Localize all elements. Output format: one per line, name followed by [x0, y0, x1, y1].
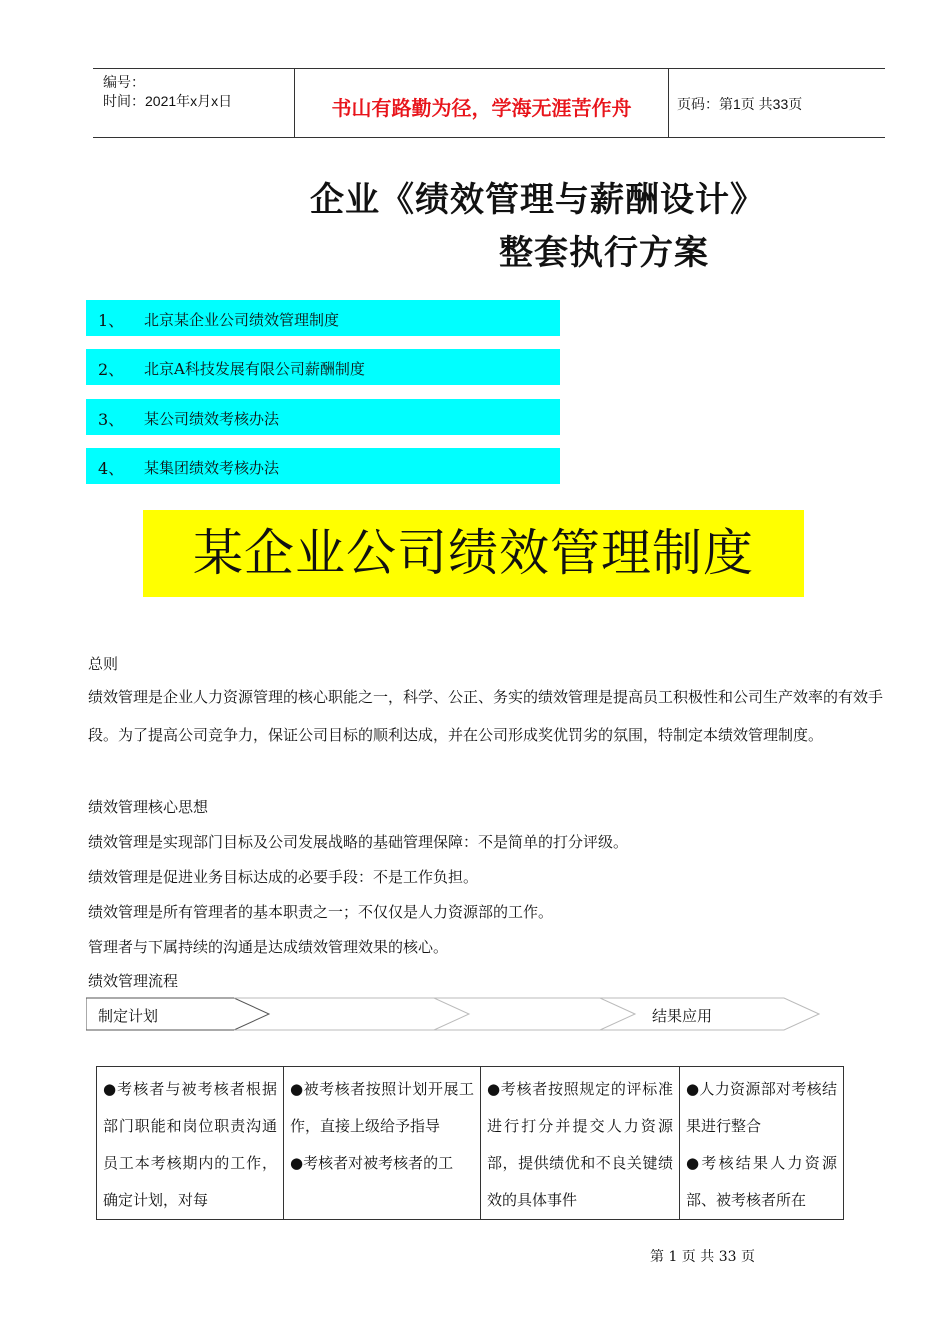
- time-label: 时间：2021年x月x日: [103, 93, 233, 109]
- table-cell: [481, 1067, 680, 1220]
- core-item: 绩效管理是所有管理者的基本职责之一；不仅仅是人力资源部的工作。: [88, 903, 554, 921]
- flow-step-plan: 制定计划: [98, 1007, 159, 1025]
- toc-number: 4、: [98, 459, 125, 478]
- number-label: 编号：: [103, 74, 145, 90]
- cell-text: ●人力资源部对考核结果进行整合: [686, 1080, 837, 1135]
- motto: 书山有路勤为径，学海无涯苦作舟: [331, 96, 632, 120]
- document-title: 企业《绩效管理与薪酬设计》: [310, 180, 765, 220]
- toc-item[interactable]: [86, 399, 560, 435]
- core-item: 绩效管理是促进业务目标达成的必要手段：不是工作负担。: [88, 868, 479, 886]
- process-table: [96, 1066, 844, 1220]
- document-subtitle: 整套执行方案: [499, 233, 709, 273]
- general-paragraph: 绩效管理是企业人力资源管理的核心职能之一，科学、公正、务实的绩效管理是提高员工积极性和公司生产效率的有效手段。为了提高公司竞争力，保证公司目标的顺利达成，并在公司形成奖优罚劣的氛围，特制定本绩效管理制度。: [88, 688, 884, 744]
- flow-heading: 绩效管理流程: [88, 972, 179, 990]
- toc-item[interactable]: [86, 448, 560, 484]
- page-header: [93, 68, 885, 138]
- table-cell: [284, 1067, 481, 1220]
- general-heading: 总则: [88, 655, 119, 673]
- core-item: 管理者与下属持续的沟通是达成绩效管理效果的核心。: [88, 938, 449, 956]
- toc-item[interactable]: [86, 300, 560, 336]
- header-page-cell: [669, 69, 885, 137]
- header-motto-cell: [295, 69, 669, 137]
- process-flow: [86, 996, 820, 1032]
- cell-text: ●考核者与被考核者根据部门职能和岗位职责沟通员工本考核期内的工作，确定计划，对每: [103, 1080, 277, 1209]
- toc-item[interactable]: [86, 349, 560, 385]
- table-cell: [680, 1067, 844, 1220]
- toc-text: 某公司绩效考核办法: [144, 410, 280, 428]
- core-heading: 绩效管理核心思想: [88, 798, 209, 816]
- cell-text: ●考核者按照规定的评标准进行打分并提交人力资源部，提供绩优和不良关键绩效的具体事件: [487, 1080, 673, 1209]
- core-item: 绩效管理是实现部门目标及公司发展战略的基础管理保障：不是简单的打分评级。: [88, 833, 629, 851]
- toc-text: 北京A科技发展有限公司薪酬制度: [144, 360, 365, 378]
- section-banner: 某企业公司绩效管理制度: [143, 510, 804, 597]
- toc-number: 3、: [98, 410, 125, 429]
- table-cell: [97, 1067, 284, 1220]
- toc-number: 2、: [98, 360, 125, 379]
- flow-step-apply: 结果应用: [652, 1007, 713, 1025]
- page-footer: 第 1 页 共 33 页: [650, 1249, 755, 1265]
- toc-text: 某集团绩效考核办法: [144, 459, 280, 477]
- toc-text: 北京某企业公司绩效管理制度: [144, 311, 340, 329]
- toc-number: 1、: [98, 311, 125, 330]
- table-row: [97, 1067, 844, 1220]
- header-meta-cell: [93, 69, 295, 137]
- cell-text: ●被考核者按照计划开展工作，直接上级给予指导: [290, 1080, 474, 1135]
- page-info: 页码：第1页 共33页: [677, 96, 803, 112]
- cell-text: ●考核者对被考核者的工: [290, 1154, 454, 1172]
- cell-text: ●考核结果人力资源部、被考核者所在: [686, 1154, 837, 1209]
